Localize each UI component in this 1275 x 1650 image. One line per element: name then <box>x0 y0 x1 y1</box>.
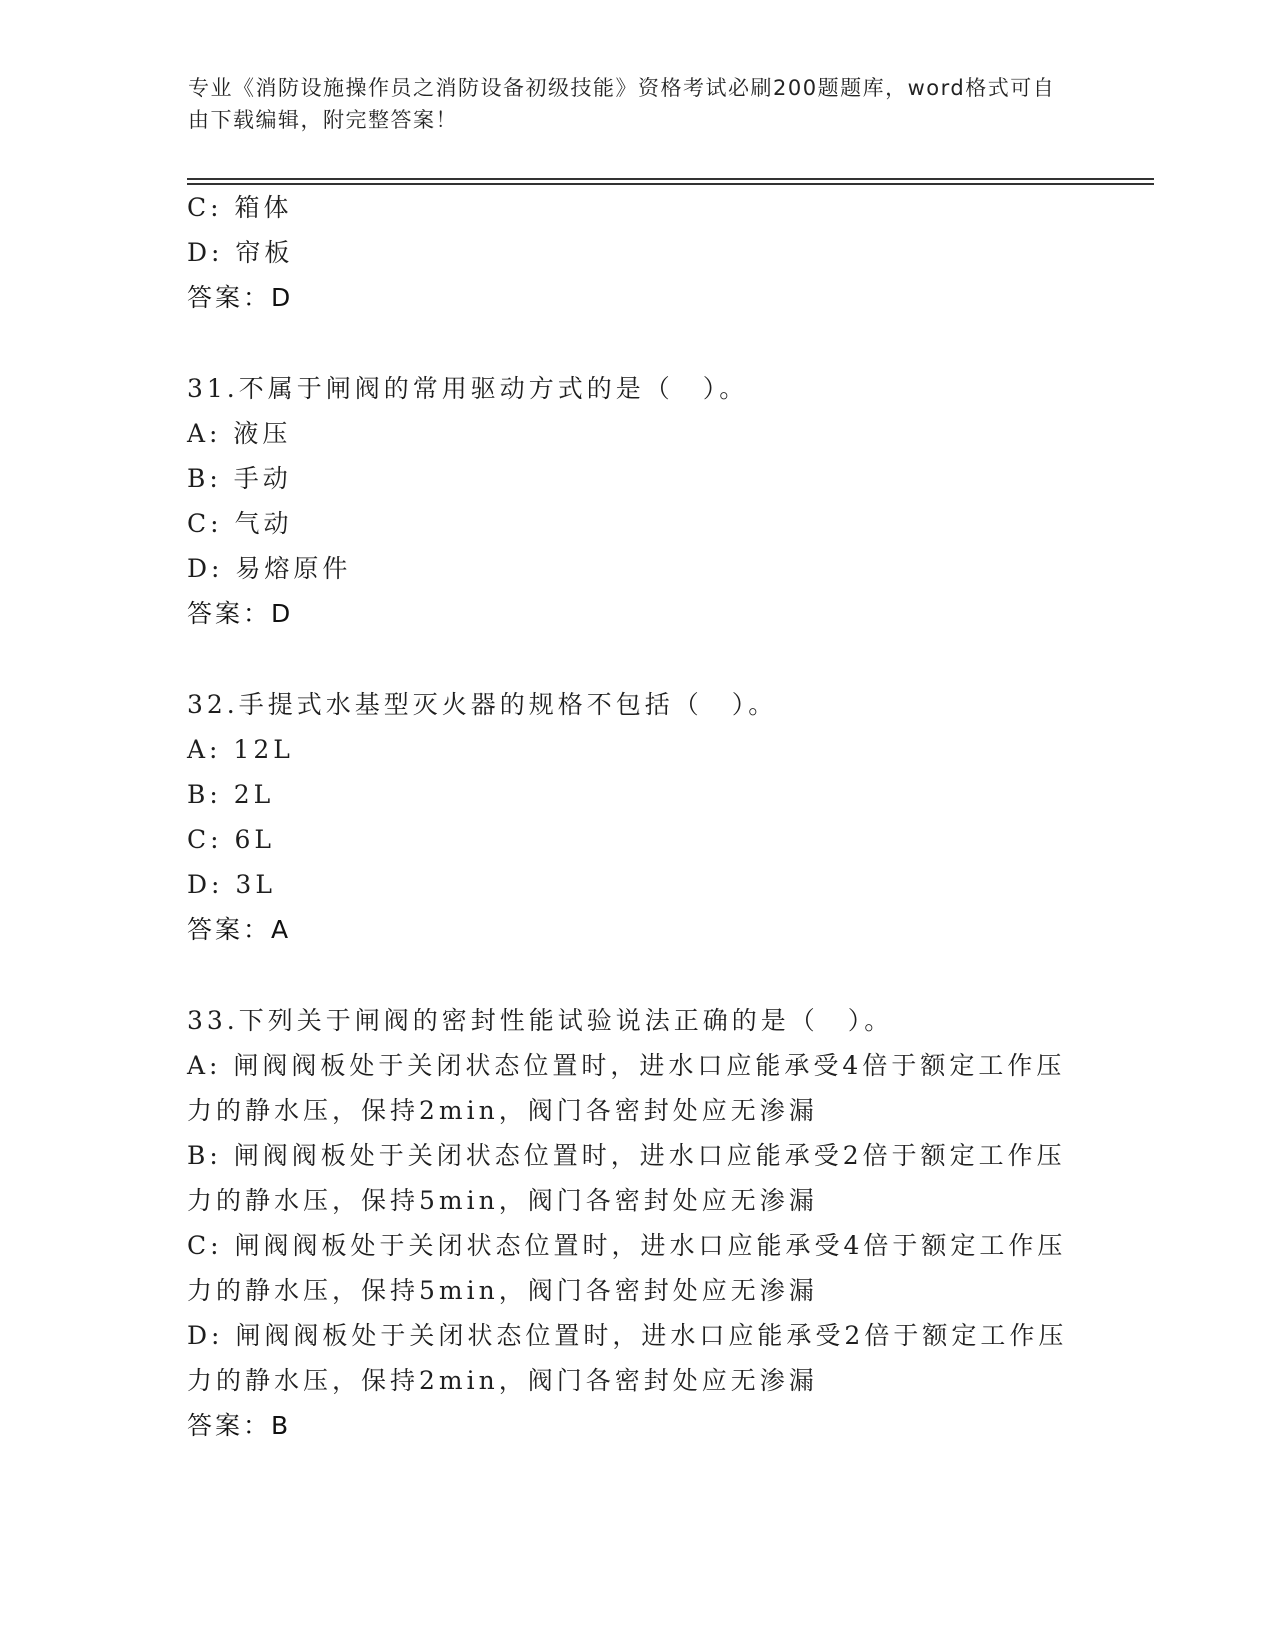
question-31-answer: 答案：D <box>187 599 294 628</box>
question-33-option-b-line1: B: 闸阀阀板处于关闭状态位置时，进水口应能承受2倍于额定工作压 <box>187 1141 1066 1170</box>
question-32-option-b: B: 2L <box>187 780 275 809</box>
prev-option-c: C: 箱体 <box>187 193 293 222</box>
question-32-option-d: D: 3L <box>187 870 276 899</box>
question-31-option-a: A: 液压 <box>187 419 292 448</box>
question-33-option-c-line1: C: 闸阀阀板处于关闭状态位置时，进水口应能承受4倍于额定工作压 <box>187 1231 1067 1260</box>
question-31-option-c: C: 气动 <box>187 509 293 538</box>
question-33-option-a-line2: 力的静水压，保持2min，阀门各密封处应无渗漏 <box>187 1096 818 1125</box>
header-divider-top <box>187 178 1154 180</box>
question-33-option-a-line1: A: 闸阀阀板处于关闭状态位置时，进水口应能承受4倍于额定工作压 <box>187 1051 1066 1080</box>
question-33-stem: 33.下列关于闸阀的密封性能试验说法正确的是（ ）。 <box>187 1006 894 1035</box>
prev-answer: 答案：D <box>187 283 294 312</box>
header-divider-bottom <box>187 183 1154 185</box>
question-32-answer: 答案：A <box>187 915 292 944</box>
question-33-option-c-line2: 力的静水压，保持5min，阀门各密封处应无渗漏 <box>187 1276 818 1305</box>
question-32-option-a: A: 12L <box>187 735 294 764</box>
question-33-answer: 答案：B <box>187 1411 292 1440</box>
document-header: 专业《消防设施操作员之消防设备初级技能》资格考试必刷200题题库，word格式可自由下载编辑，附完整答案！ <box>188 76 1056 132</box>
question-33-option-d-line1: D: 闸阀阀板处于关闭状态位置时，进水口应能承受2倍于额定工作压 <box>187 1321 1068 1350</box>
question-32-stem: 32.手提式水基型灭火器的规格不包括（ ）。 <box>187 690 778 719</box>
question-33-option-d-line2: 力的静水压，保持2min，阀门各密封处应无渗漏 <box>187 1366 818 1395</box>
question-33-option-b-line2: 力的静水压，保持5min，阀门各密封处应无渗漏 <box>187 1186 818 1215</box>
question-31-option-b: B: 手动 <box>187 464 292 493</box>
question-31-option-d: D: 易熔原件 <box>187 554 352 583</box>
question-32-option-c: C: 6L <box>187 825 276 854</box>
question-31-stem: 31.不属于闸阀的常用驱动方式的是（ ）。 <box>187 374 749 403</box>
prev-option-d: D: 帘板 <box>187 238 294 267</box>
